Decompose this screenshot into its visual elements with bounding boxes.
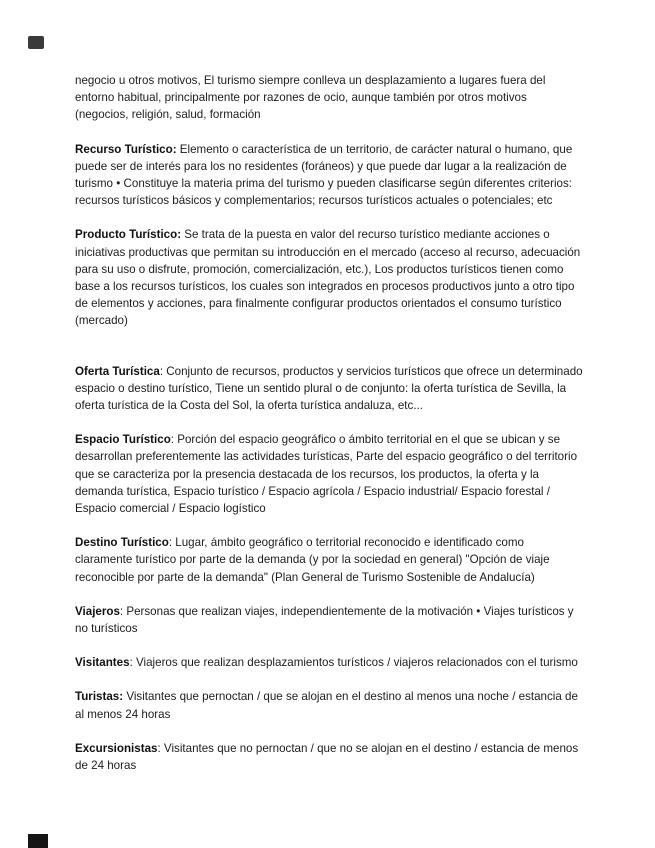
term-bold: Viajeros — [75, 604, 120, 618]
paragraph-text: : Lugar, ámbito geográfico o territorial reconocido e identificado como claramente turístico por parte de la demanda (y por la sociedad en general) "Opción de viaje reconocible por parte de la demanda" (Plan General de Turismo Sostenible de Andalucía) — [75, 536, 550, 584]
paragraph-destino-turistico — [75, 534, 583, 586]
term-bold: Oferta Turística — [75, 364, 160, 378]
paragraph-text: : Viajeros que realizan desplazamientos turísticos / viajeros relacionados con el turismo — [129, 656, 578, 670]
paragraph-text: : Conjunto de recursos, productos y servicios turísticos que ofrece un determinado espacio o destino turístico, Tiene un sentido plural o de conjunto: la oferta turística de Sevilla, la oferta turística de la Costa del Sol, la oferta turística andaluza, etc... — [75, 364, 583, 413]
paragraph-recurso-turistico — [75, 141, 583, 210]
scan-artifact-top-left — [28, 36, 44, 49]
paragraph-text: : Personas que realizan viajes, independientemente de la motivación • Viajes turísticos y no turísticos — [75, 604, 574, 636]
paragraph-visitantes — [75, 654, 583, 671]
term-bold: Turistas: — [75, 690, 124, 704]
paragraph-text: Elemento o característica de un territorio, de carácter natural o humano, que puede ser de interés para los no residentes (foráneos) y que puede dar lugar a la realización de turismo • Constituye la materia prima del turismo y pueden clasificarse según diferentes criterios: recursos turísticos básicos y complementarios; recursos turísticos actuales o potenciales; etc — [75, 142, 573, 208]
paragraph-excursionistas — [75, 740, 583, 774]
paragraph-espacio-turistico — [75, 431, 583, 517]
paragraph-text: : Porción del espacio geográfico o ámbito territorial en el que se ubican y se desarrollan preferentemente las actividades turísticas, Parte del espacio geográfico o del territorio que se caracteriza por la presencia destacada de los recursos, los productos, la oferta y la demanda turística, Espacio turístico / Espacio agrícola / Espacio industrial/ Espacio forestal / Espacio comercial / Espacio logístico — [75, 433, 578, 516]
paragraph-oferta-turistica — [75, 363, 583, 415]
paragraph-intro-continuation — [75, 72, 583, 124]
term-bold: Visitantes — [75, 656, 130, 670]
term-bold: Producto Turístico: — [75, 228, 182, 242]
paragraph-turistas — [75, 688, 583, 722]
paragraph-viajeros — [75, 603, 583, 637]
term-bold: Excursionistas — [75, 741, 158, 755]
term-bold: Recurso Turístico: — [75, 142, 177, 156]
term-bold: Destino Turístico — [75, 536, 169, 550]
paragraph-text: Se trata de la puesta en valor del recurso turístico mediante acciones o iniciativas productivas que permitan su introducción en el mercado (acceso al recurso, adecuación para su uso o disfrute, promoción, comercialización, etc.), Los productos turísticos tienen como base a los recursos turísticos, los cuales son integrados en procesos productivos junto a otro tipo de elementos y acciones, para finalmente configurar productos orientados el consumo turístico (mercado) — [75, 228, 581, 328]
term-bold: Espacio Turístico — [75, 433, 171, 447]
document-body — [75, 72, 583, 791]
scan-artifact-bottom-left — [28, 834, 48, 848]
paragraph-text: negocio u otros motivos, El turismo siempre conlleva un desplazamiento a lugares fuera del entorno habitual, principalmente por razones de ocio, aunque también por otros motivos (negocios, religión, salud, formación — [75, 74, 546, 122]
paragraph-producto-turistico — [75, 226, 583, 329]
paragraph-text: : Visitantes que no pernoctan / que no se alojan en el destino / estancia de menos de 24 horas — [75, 741, 579, 773]
paragraph-text: Visitantes que pernoctan / que se alojan en el destino al menos una noche / estancia de al menos 24 horas — [75, 690, 578, 721]
